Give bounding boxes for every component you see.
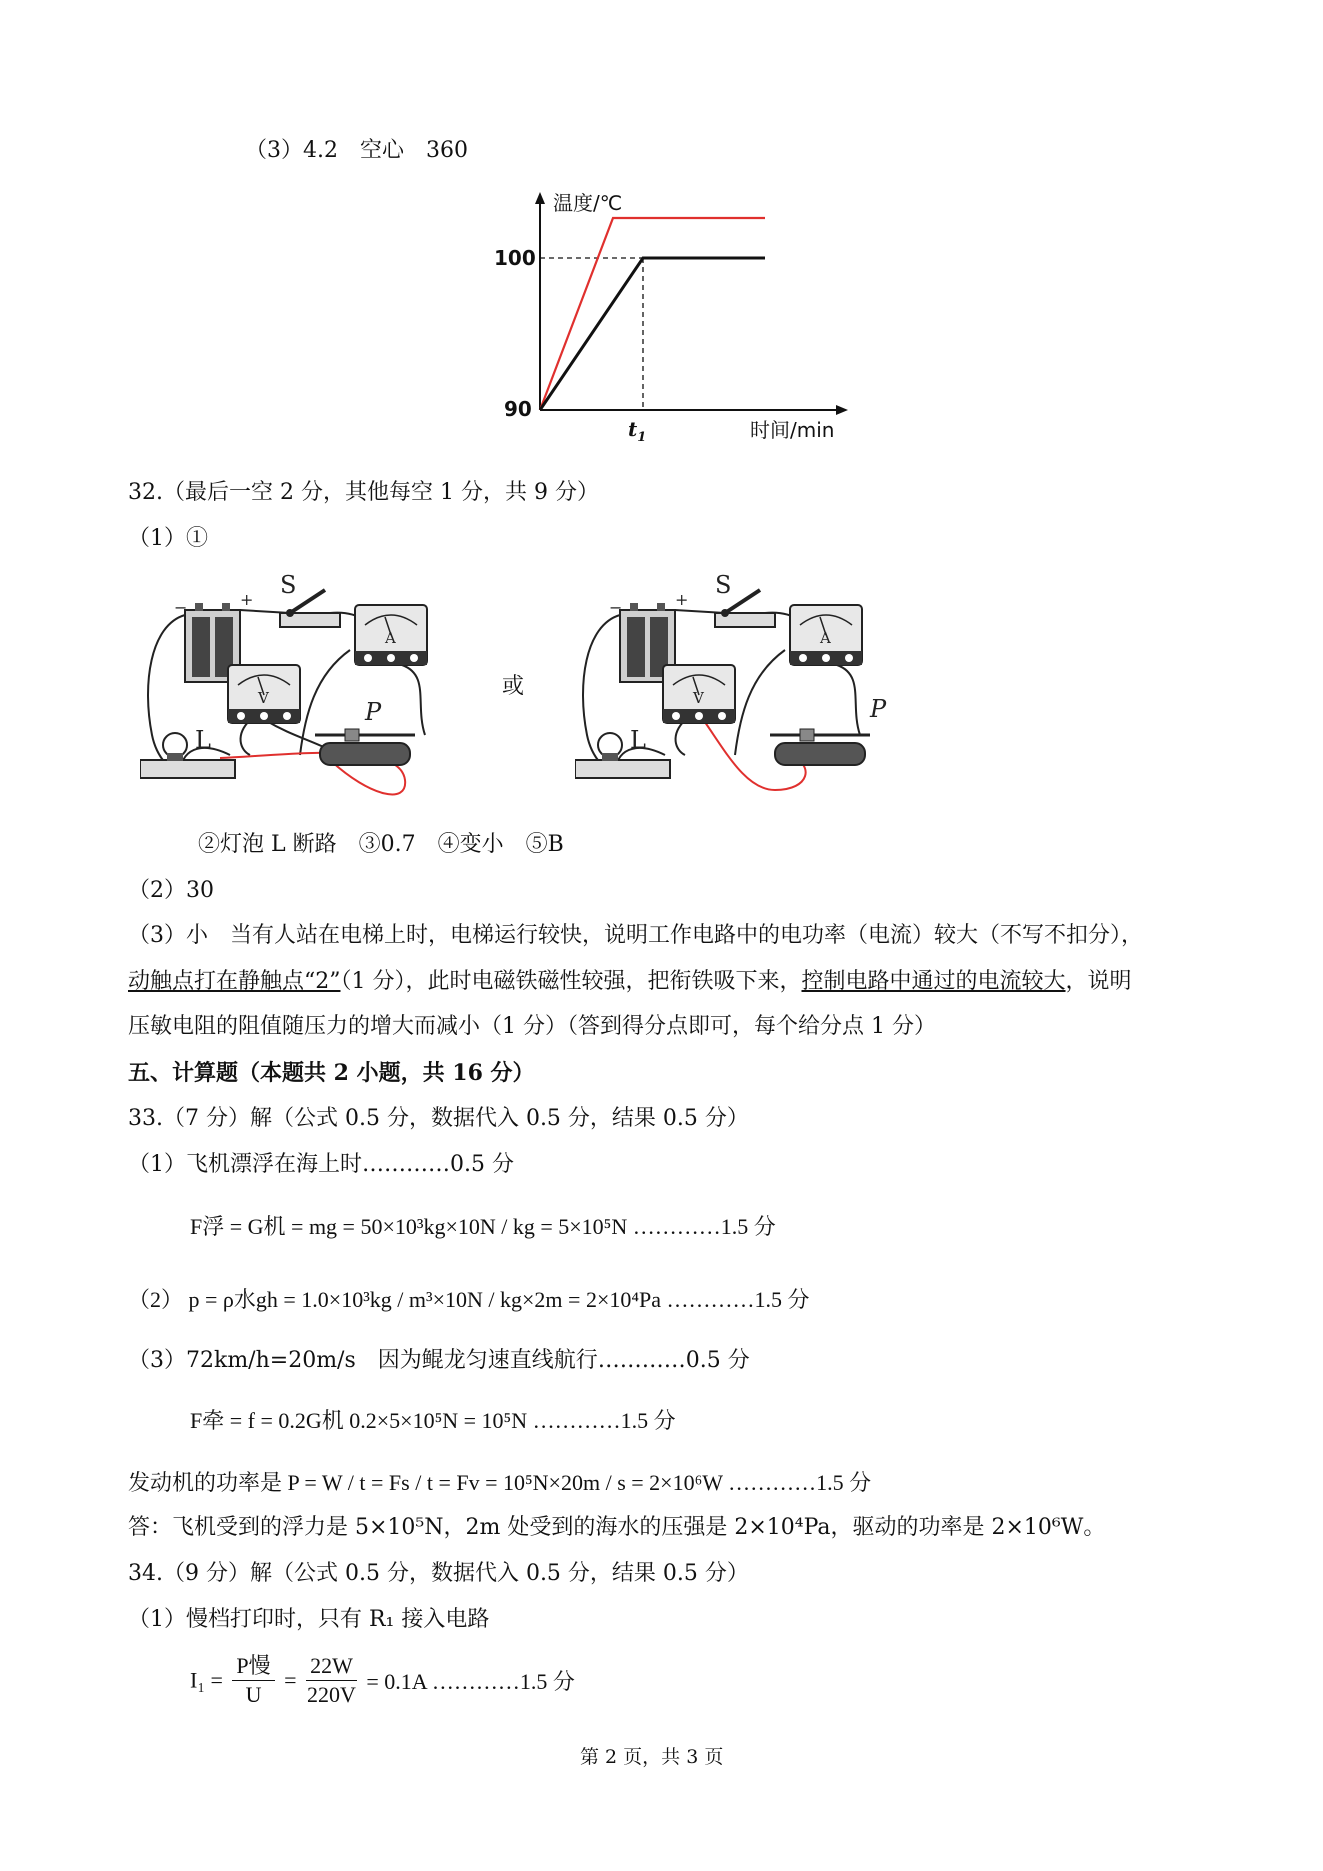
tick-t1: $t_1$ (628, 417, 647, 445)
section-title: 五、计算题（本题共 2 小题，共 16 分） (128, 1060, 535, 1086)
q32-part2: （2）30 (128, 878, 214, 903)
or-text: 或 (502, 674, 525, 699)
lamp-label: L (195, 726, 211, 754)
switch (715, 571, 775, 627)
black-curve (540, 258, 765, 410)
q31-part3: （3）4.2 空心 360 (245, 138, 468, 163)
underlined-phrase-2: 控制电路中通过的电流较大 (801, 969, 1066, 994)
ammeter (790, 605, 862, 665)
q33-part3: （3）72km/h=20m/s 因为鲲龙匀速直线航行…………0.5 分 (128, 1348, 750, 1373)
switch-label: S (715, 571, 732, 599)
rheostat-label: P (870, 695, 887, 723)
svg-text:−: − (609, 598, 623, 617)
q32-answers: ②灯泡 L 断路 ③0.7 ④变小 ⑤B (198, 832, 564, 857)
tick-90: 90 (504, 397, 532, 421)
q33-equation-2: （2） p = ρ水gh = 1.0×10³kg / m³×10N / kg×2m = 2×10⁴Pa …………1.5 分 (128, 1287, 810, 1312)
voltmeter-label: V (258, 689, 269, 707)
fraction-2: $\frac{22W}{220V}$ (307, 1653, 356, 1707)
q34-title: 34.（9 分）解（公式 0.5 分，数据代入 0.5 分，结果 0.5 分） (128, 1561, 749, 1586)
voltmeter-label: V (693, 689, 704, 707)
svg-text:+: + (240, 590, 254, 609)
q34-equation: I₁ = $\frac{\text{P慢}}{U}$ = $\frac{22W}{220V}$ = 0.1A …………1.5 分 (190, 1653, 575, 1707)
q32-title: 32.（最后一空 2 分，其他每空 1 分，共 9 分） (128, 480, 599, 505)
wire (837, 665, 860, 735)
q34-part1: （1）慢档打印时，只有 R₁ 接入电路 (128, 1607, 490, 1632)
y-axis-label: 温度/℃ (553, 191, 623, 215)
ammeter-label: A (820, 629, 831, 647)
red-curve (540, 218, 765, 410)
rheostat (770, 695, 887, 765)
wire (735, 650, 785, 755)
wire (676, 720, 685, 755)
switch-label: S (280, 571, 297, 599)
svg-text:+: + (675, 590, 689, 609)
svg-text:−: − (174, 598, 188, 617)
ammeter-label: A (385, 629, 396, 647)
voltmeter (228, 665, 300, 723)
q32-part1: （1）① (128, 526, 208, 551)
switch (280, 571, 340, 627)
circuit-diagram-1 (140, 565, 490, 806)
tick-100: 100 (494, 246, 536, 270)
voltmeter (663, 665, 735, 723)
ammeter (355, 605, 427, 665)
page-footer: 第 2 页，共 3 页 (580, 1746, 724, 1768)
temperature-time-graph (480, 180, 860, 456)
q33-equation-3: F牵 = f = 0.2G机 0.2×5×10⁵N = 10⁵N …………1.5 分 (190, 1408, 676, 1433)
rheostat (315, 698, 415, 765)
q33-equation-4: 发动机的功率是 P = W / t = Fs / t = Fv = 10⁵N×20m / s = 2×10⁶W …………1.5 分 (128, 1470, 872, 1495)
q33-equation-1: F浮 = G机 = mg = 50×10³kg×10N / kg = 5×10⁵N …………1.5 分 (190, 1214, 776, 1239)
wire (402, 665, 425, 735)
q33-title: 33.（7 分）解（公式 0.5 分，数据代入 0.5 分，结果 0.5 分） (128, 1106, 749, 1131)
x-axis-label: 时间/min (750, 418, 835, 442)
y-axis-arrow (535, 192, 545, 204)
q33-part1: （1）飞机漂浮在海上时…………0.5 分 (128, 1152, 514, 1177)
q32-part3-line3: 压敏电阻的阻值随压力的增大而减小（1 分）（答到得分点即可，每个给分点 1 分） (128, 1014, 936, 1039)
wire (241, 720, 250, 755)
rheostat-label: P (365, 698, 382, 726)
q33-answer: 答：飞机受到的浮力是 5×10⁵N，2m 处受到的海水的压强是 2×10⁴Pa，驱动的功率是 2×10⁶W。 (128, 1515, 1106, 1540)
underlined-phrase-1: 动触点打在静触点“2” (128, 969, 341, 994)
circuit-diagram-2 (575, 565, 925, 806)
x-axis-arrow (836, 405, 848, 415)
lamp-label: L (630, 726, 646, 754)
q32-part3-line1: （3）小 当有人站在电梯上时，电梯运行较快，说明工作电路中的电功率（电流）较大（不写不扣分）， (128, 923, 1144, 948)
q32-part3-line2: 动触点打在静触点“2”（1 分），此时电磁铁磁性较强，把衔铁吸下来，控制电路中通过的电流较大，说明 (128, 969, 1132, 994)
fraction-1: $\frac{\text{P慢}}{U}$ (232, 1652, 274, 1709)
